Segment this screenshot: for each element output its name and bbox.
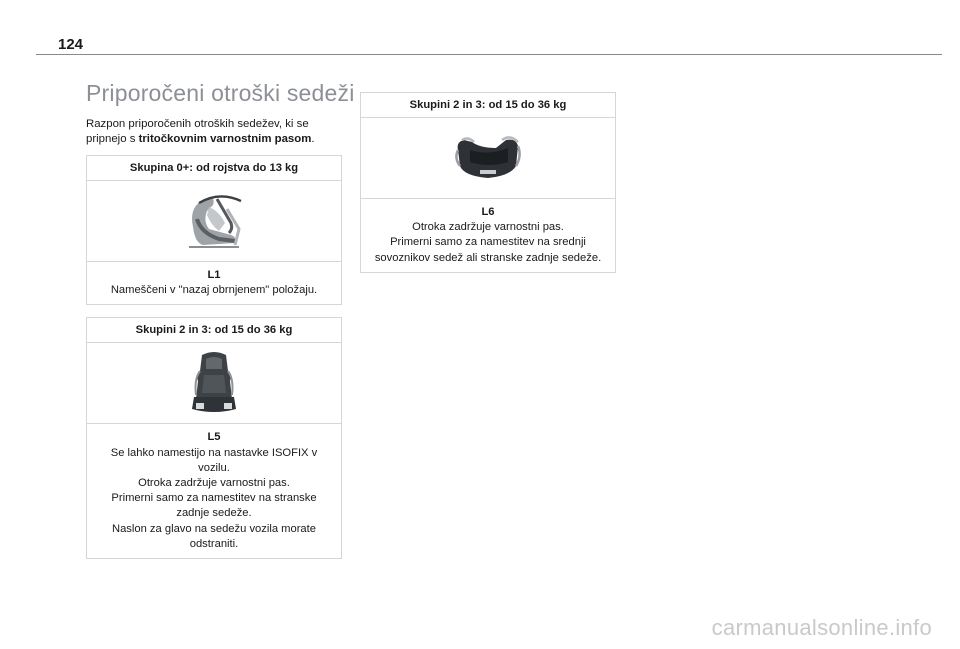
card-body <box>87 424 341 558</box>
card-text-line: Primerni samo za namestitev na stranske zadnje sedeže. <box>111 492 317 520</box>
middle-column <box>360 92 616 285</box>
card-text-line: Otroka zadržuje varnostni pas. <box>412 221 564 234</box>
intro-end: . <box>311 133 315 145</box>
watermark: carmanualsonline.info <box>711 615 932 640</box>
seat-card-l6 <box>360 92 616 273</box>
rear-facing-infant-seat-icon <box>179 189 249 253</box>
booster-cushion-icon <box>450 132 526 184</box>
seat-card-l5 <box>86 317 342 559</box>
header-rule <box>36 54 942 55</box>
intro-paragraph <box>86 117 342 147</box>
seat-code: L6 <box>481 206 495 218</box>
seat-code: L1 <box>207 269 221 281</box>
card-text-line: Naslon za glavo na sedežu vozila morate odstraniti. <box>112 522 316 550</box>
seat-card-l1 <box>86 155 342 305</box>
card-image <box>87 181 341 262</box>
card-header: Skupini 2 in 3: od 15 do 36 kg <box>87 318 341 343</box>
card-image <box>361 118 615 199</box>
intro-text: Razpon priporočenih otroških sedežev, ki se pripnejo s <box>86 118 309 145</box>
card-header: Skupini 2 in 3: od 15 do 36 kg <box>361 93 615 118</box>
card-text-line: Nameščeni v "nazaj obrnjenem" položaju. <box>110 284 318 297</box>
card-body <box>361 199 615 272</box>
high-back-booster-seat-icon <box>186 349 242 417</box>
seat-code: L5 <box>207 431 221 444</box>
card-header: Skupina 0+: od rojstva do 13 kg <box>87 156 341 181</box>
card-image <box>87 343 341 424</box>
page-number: 124 <box>58 36 84 53</box>
card-text-line: Se lahko namestijo na nastavke ISOFIX v vozilu. <box>110 446 318 474</box>
card-body <box>87 262 341 304</box>
card-text-line: Primerni samo za namestitev na srednji sovoznikov sedež ali stranske zadnje sedeže. <box>374 236 602 264</box>
left-column <box>86 80 355 571</box>
intro-bold-text: tritočkovnim varnostnim pasom <box>138 133 312 145</box>
card-text-line: Otroka zadržuje varnostni pas. <box>138 477 290 490</box>
section-title: Priporočeni otroški sedeži <box>86 80 355 106</box>
